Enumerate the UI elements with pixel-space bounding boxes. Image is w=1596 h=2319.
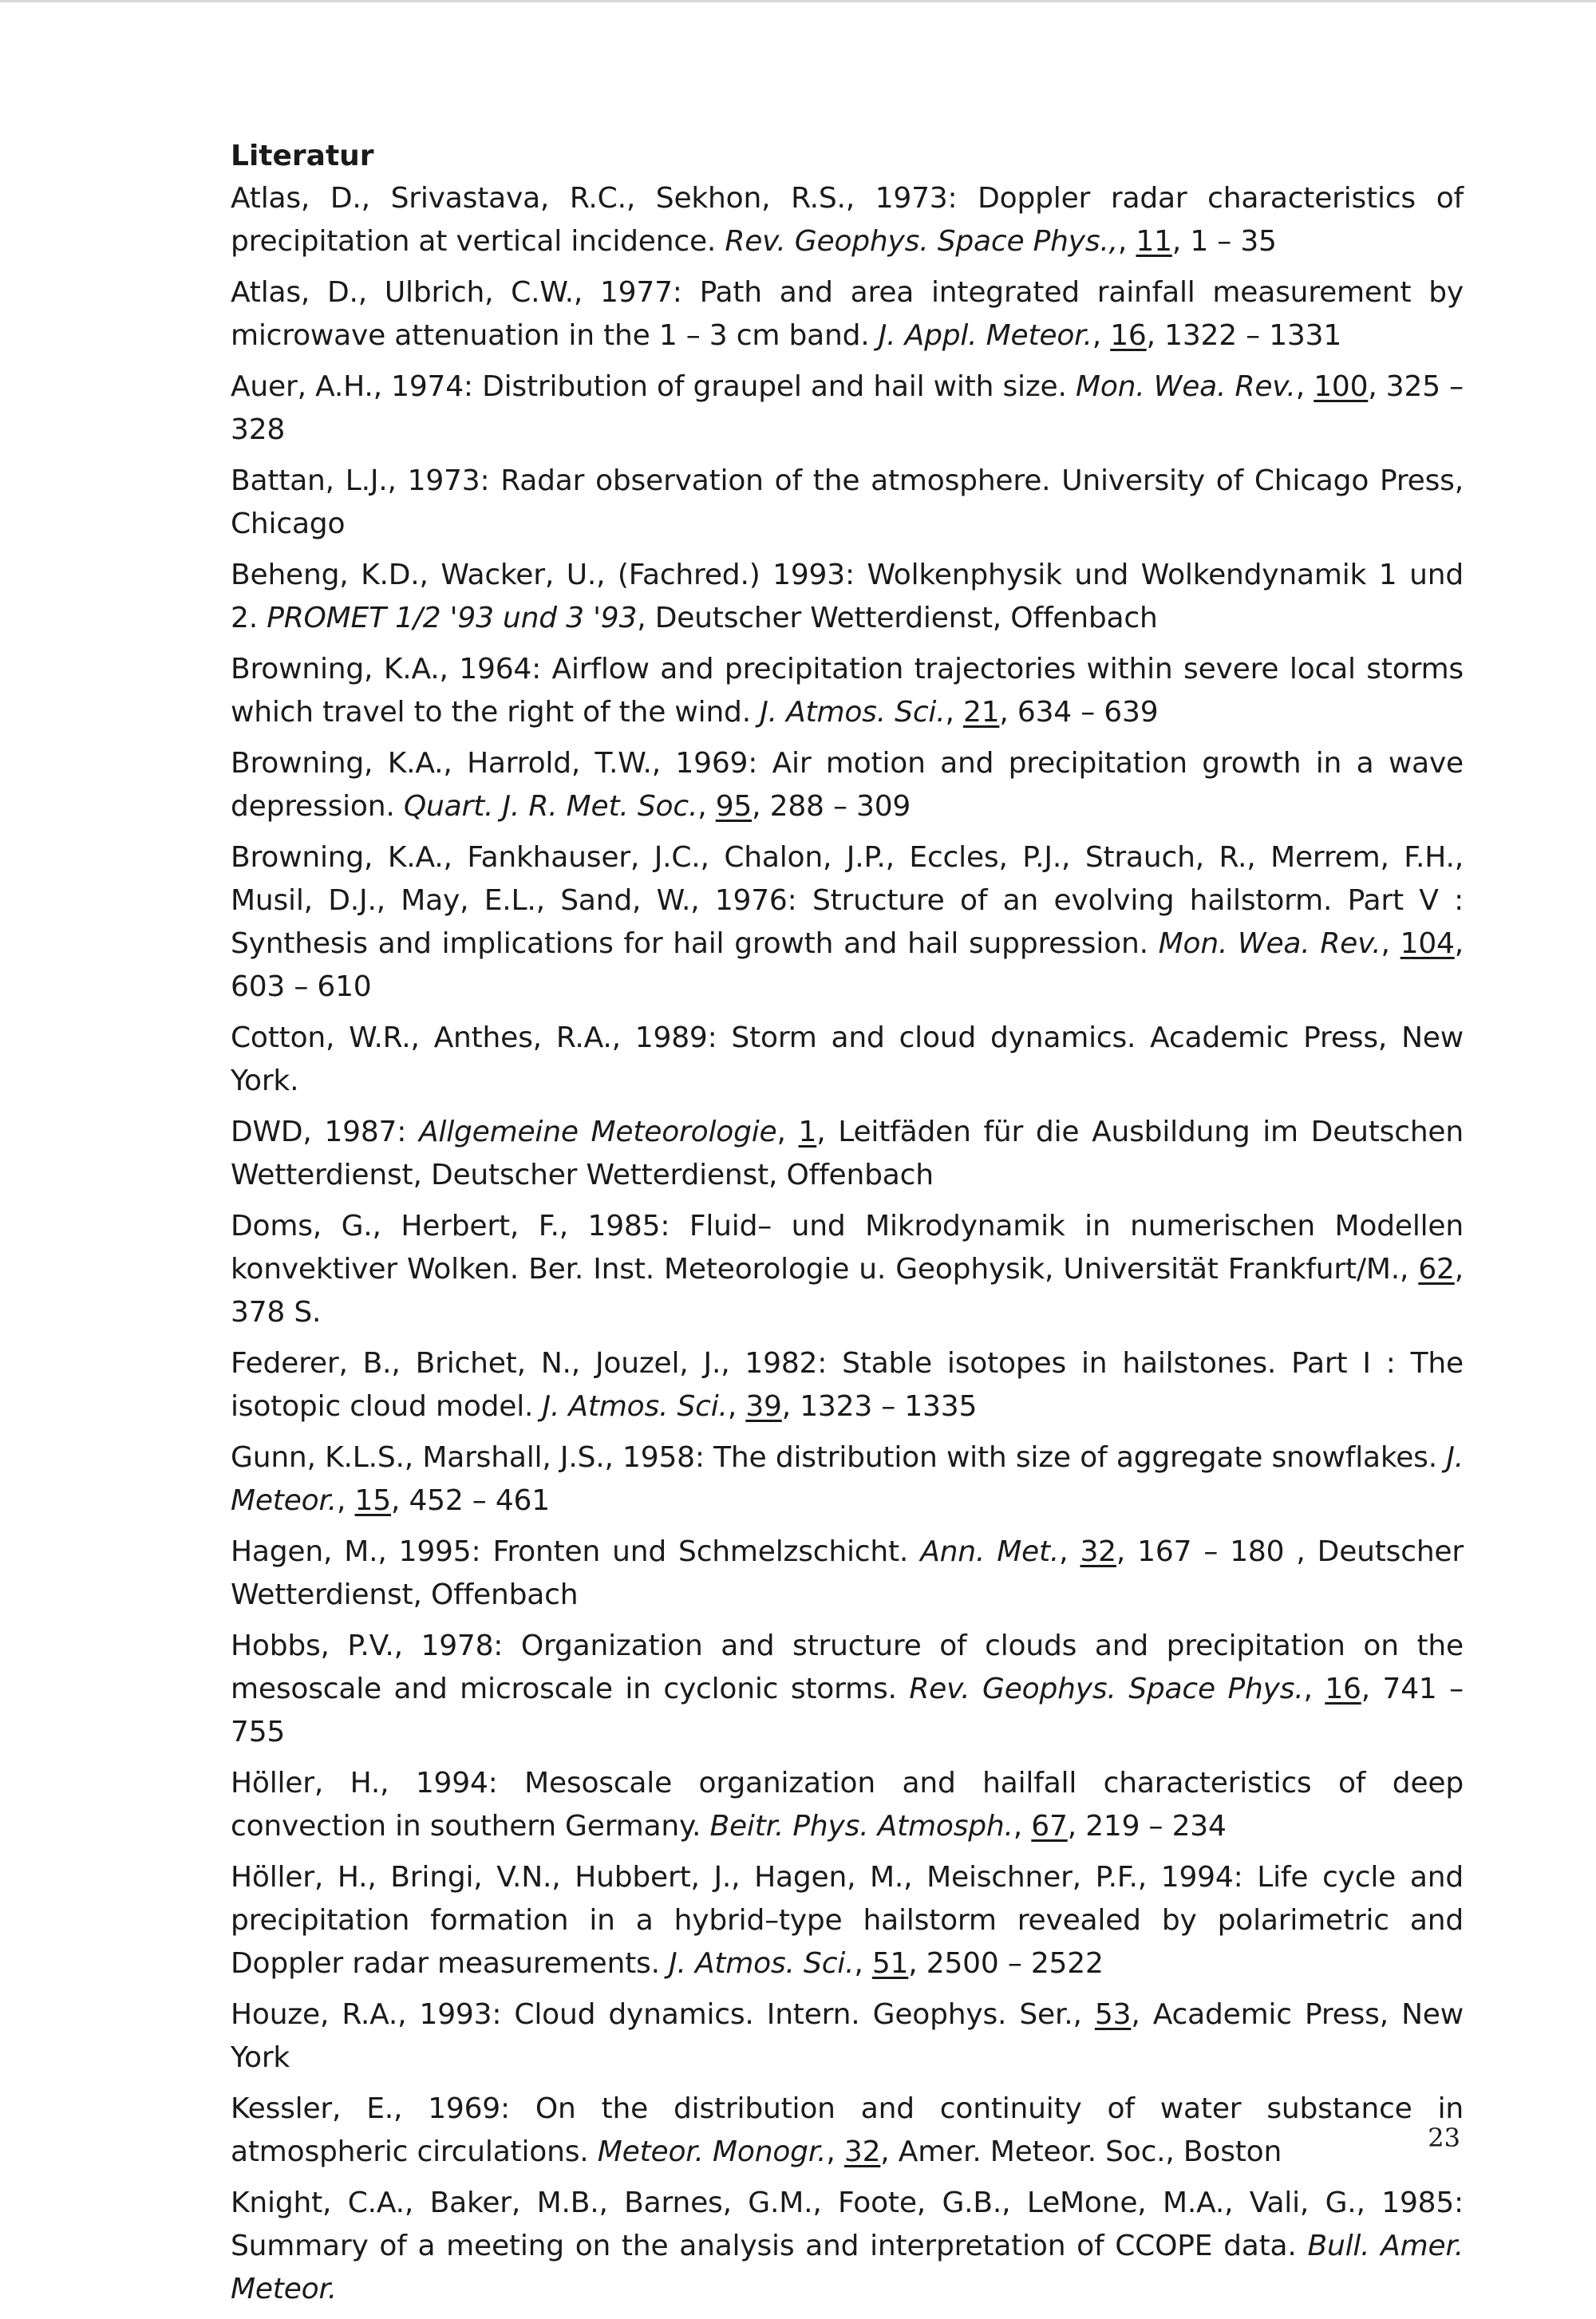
reference-text: Hagen, M., 1995: Fronten und Schmelzschicht. xyxy=(231,1535,921,1568)
reference-text: Knight, C.A., Baker, M.B., Barnes, G.M., Foote, G.B., LeMone, M.A., Vali, G., 1985: Summary of a meeting on the analysis and interpretation of CCOPE data. xyxy=(231,2187,1464,2262)
reference-text: Houze, R.A., 1993: Cloud dynamics. Intern. Geophys. Ser. xyxy=(231,1998,1073,2031)
reference-journal: Rev. Geophys. Space Phys. xyxy=(909,1673,1304,1705)
reference-entry xyxy=(231,2182,1464,2311)
reference-text: , xyxy=(1399,1253,1419,1286)
reference-journal: J. Appl. Meteor. xyxy=(878,319,1092,352)
reference-volume: 16 xyxy=(1110,319,1147,352)
reference-volume: 51 xyxy=(871,1947,909,1980)
reference-entry xyxy=(231,1625,1464,1754)
reference-text: , Amer. Meteor. Soc., Boston xyxy=(880,2135,1282,2168)
reference-text: , xyxy=(1059,1535,1080,1568)
reference-text: , 603 – 610 xyxy=(231,927,1464,1003)
reference-volume: 39 xyxy=(745,1390,782,1423)
reference-text: Kessler, E., 1969: On the distribution and continuity of water substance in atmospheric circulations. xyxy=(231,2092,1464,2168)
bibliography-section xyxy=(231,136,1464,2319)
reference-text: Browning, K.A., 1964: Airflow and precipitation trajectories within severe local storms which travel to the right of the wind. xyxy=(231,653,1464,729)
reference-volume: 15 xyxy=(354,1484,391,1517)
reference-text: , 167 – 180 , Deutscher Wetterdienst, Offenbach xyxy=(231,1535,1464,1611)
reference-entry xyxy=(231,836,1464,1009)
reference-text: , Academic Press, New York xyxy=(231,1998,1464,2074)
reference-volume: 67 xyxy=(1031,1810,1068,1843)
reference-text: , xyxy=(1013,1810,1032,1843)
reference-volume: 95 xyxy=(715,790,753,823)
reference-text: Höller, H., Bringi, V.N., Hubbert, J., Hagen, M., Meischner, P.F., 1994: Life cycle and precipitation formation in a hybrid–type hailstorm revealed by polarimetric and Doppler radar measurements. xyxy=(231,1861,1464,1980)
reference-text: , xyxy=(945,696,963,729)
reference-entry xyxy=(231,2088,1464,2174)
reference-text: Battan, L.J., 1973: Radar observation of the atmosphere. University of Chicago Press, Chicago xyxy=(231,464,1464,540)
reference-text: Beheng, K.D., Wacker, U., (Fachred.) 1993: Wolkenphysik und Wolkendynamik 1 und 2. xyxy=(231,559,1464,634)
reference-text: , xyxy=(337,1484,355,1517)
reference-journal: Allgemeine Meteorologie xyxy=(418,1116,777,1148)
reference-text: Federer, B., Brichet, N., Jouzel, J., 1982: Stable isotopes in hailstones. Part I : The isotopic cloud model. xyxy=(231,1347,1464,1423)
reference-text: , xyxy=(1092,319,1111,352)
reference-entry xyxy=(231,1017,1464,1103)
reference-entry xyxy=(231,1111,1464,1197)
reference-journal: Mon. Wea. Rev. xyxy=(1158,927,1381,960)
reference-text: Atlas, D., Srivastava, R.C., Sekhon, R.S., 1973: Doppler radar characteristics of precipitation at vertical incidence. xyxy=(231,182,1464,258)
reference-text: Auer, A.H., 1974: Distribution of graupel and hail with size. xyxy=(231,370,1076,403)
reference-text: , 634 – 639 xyxy=(999,696,1159,729)
reference-journal: PROMET 1/2 '93 und 3 '93 xyxy=(267,602,638,634)
reference-volume: 53 xyxy=(1094,1998,1132,2031)
reference-text: , xyxy=(1117,225,1136,258)
reference-entry xyxy=(231,460,1464,546)
reference-text: Hobbs, P.V., 1978: Organization and structure of clouds and precipitation on the mesoscale and microscale in cyclonic storms. xyxy=(231,1630,1464,1705)
reference-text: , Leitfäden für die Ausbildung im Deutschen Wetterdienst, Deutscher Wetterdienst, Offenbach xyxy=(231,1116,1464,1191)
reference-volume: 100 xyxy=(1314,370,1369,403)
reference-journal: Meteor. Monogr. xyxy=(597,2135,827,2168)
reference-entry xyxy=(231,271,1464,358)
reference-volume: 62 xyxy=(1418,1253,1455,1286)
reference-volume: 1 xyxy=(798,1116,817,1148)
section-heading: Literatur xyxy=(231,140,374,172)
reference-volume: 104 xyxy=(1400,927,1455,960)
reference-volume: 16 xyxy=(1325,1673,1361,1705)
reference-text: , xyxy=(854,1947,872,1980)
reference-text: , xyxy=(1303,1673,1325,1705)
reference-entry xyxy=(231,648,1464,734)
reference-entry xyxy=(231,1993,1464,2080)
reference-journal: J. Atmos. Sci. xyxy=(542,1390,728,1423)
reference-text: Doms, G., Herbert, F., 1985: Fluid– und Mikrodynamik in numerischen Modellen konvektiver Wolken. Ber. Inst. Meteorologie u. Geophysik, Universität Frankfurt/M. xyxy=(231,1210,1464,1286)
reference-text: , 288 – 309 xyxy=(752,790,911,823)
reference-journal: Mon. Wea. Rev. xyxy=(1076,370,1296,403)
reference-text: Höller, H., 1994: Mesoscale organization and hailfall characteristics of deep convection in southern Germany. xyxy=(231,1767,1464,1843)
reference-journal: J. Atmos. Sci. xyxy=(760,696,946,729)
reference-text: , 2500 – 2522 xyxy=(908,1947,1104,1980)
reference-journal: Ann. Met. xyxy=(920,1535,1060,1568)
reference-text: , 378 S. xyxy=(231,1253,1464,1329)
reference-text: , 1323 – 1335 xyxy=(781,1390,978,1423)
reference-text: , 325 – 328 xyxy=(231,370,1464,446)
reference-text: , 1 – 35 xyxy=(1171,225,1277,258)
reference-text: , xyxy=(697,790,716,823)
reference-journal: Quart. J. R. Met. Soc. xyxy=(403,790,698,823)
reference-text: Atlas, D., Ulbrich, C.W., 1977: Path and area integrated rainfall measurement by microwave attenuation in the 1 – 3 cm band. xyxy=(231,276,1464,352)
reference-text: , xyxy=(1295,370,1314,403)
reference-volume: 32 xyxy=(1080,1535,1116,1568)
reference-entry xyxy=(231,1531,1464,1617)
reference-text: DWD, 1987: xyxy=(231,1116,419,1148)
reference-volume: 11 xyxy=(1136,225,1172,258)
reference-text: , xyxy=(1073,1998,1095,2031)
reference-entry xyxy=(231,365,1464,452)
reference-entry xyxy=(231,1205,1464,1334)
reference-journal: J. Atmos. Sci. xyxy=(669,1947,855,1980)
reference-entry xyxy=(231,1856,1464,1985)
reference-volume: 21 xyxy=(962,696,1000,729)
reference-entry xyxy=(231,742,1464,828)
reference-text: Browning, K.A., Harrold, T.W., 1969: Air motion and precipitation growth in a wave depression. xyxy=(231,747,1464,823)
reference-text: Gunn, K.L.S., Marshall, J.S., 1958: The distribution with size of aggregate snowflakes. xyxy=(231,1441,1447,1474)
reference-text: , xyxy=(1381,927,1400,960)
reference-text: , 219 – 234 xyxy=(1067,1810,1227,1843)
reference-journal: Beitr. Phys. Atmosph. xyxy=(709,1810,1013,1843)
scan-top-edge xyxy=(0,0,1596,2)
reference-entry xyxy=(231,1762,1464,1848)
reference-volume: 32 xyxy=(843,2135,881,2168)
reference-list xyxy=(231,177,1464,2311)
reference-journal: J. Meteor. xyxy=(231,1441,1464,1517)
reference-entry xyxy=(231,1436,1464,1523)
reference-text: , Deutscher Wetterdienst, Offenbach xyxy=(637,602,1158,634)
reference-entry xyxy=(231,554,1464,640)
reference-text: , xyxy=(826,2135,844,2168)
reference-text: , xyxy=(776,1116,799,1148)
reference-journal: Bull. Amer. Meteor. xyxy=(231,2230,1464,2305)
reference-journal: Rev. Geophys. Space Phys., xyxy=(725,225,1118,258)
page-number: 23 xyxy=(1428,2123,1460,2153)
reference-text: Cotton, W.R., Anthes, R.A., 1989: Storm and cloud dynamics. Academic Press, New York. xyxy=(231,1021,1464,1097)
reference-text: , xyxy=(727,1390,746,1423)
reference-text: , 452 – 461 xyxy=(390,1484,550,1517)
reference-text: , 741 – 755 xyxy=(231,1673,1464,1748)
reference-text: , 1322 – 1331 xyxy=(1146,319,1342,352)
reference-entry xyxy=(231,177,1464,263)
reference-text: Browning, K.A., Fankhauser, J.C., Chalon, J.P., Eccles, P.J., Strauch, R., Merrem, F.H., Musil, D.J., May, E.L., Sand, W., 1976: Structure of an evolving hailstorm. Part V : Synthesis and implications for hail growth and hail suppression. xyxy=(231,841,1464,960)
reference-entry xyxy=(231,1342,1464,1428)
